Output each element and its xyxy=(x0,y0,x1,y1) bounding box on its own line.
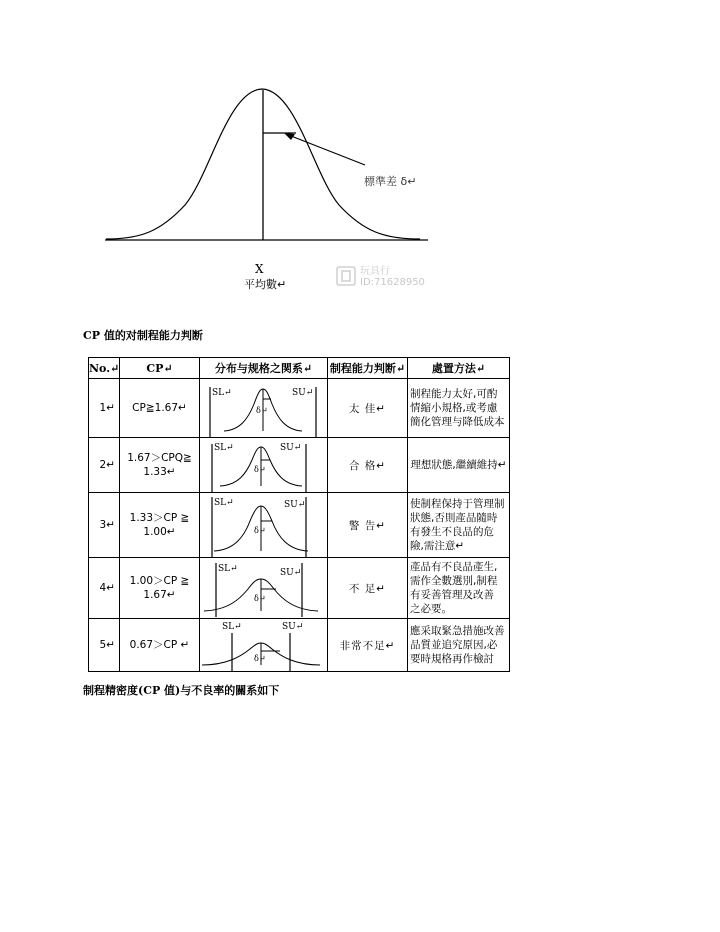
cp-line: 1.00＞CP ≧ xyxy=(129,575,190,587)
action-line: 情縮小規格,或考慮 xyxy=(410,402,498,414)
mean-label: 平均數↵ xyxy=(244,278,287,291)
row-judgement: 合 格↵ xyxy=(328,438,408,493)
watermark-line1: 玩具行 xyxy=(360,266,390,277)
row-judgement: 不 足↵ xyxy=(328,558,408,619)
header-cp: CP↵ xyxy=(120,358,200,379)
sigma-symbol: δ↵ xyxy=(254,465,266,474)
action-line: 應采取緊急措施改善 xyxy=(410,625,505,637)
normal-distribution-figure xyxy=(0,0,720,300)
cp-line: 1.00↵ xyxy=(143,526,176,538)
watermark-line2: ID:71628950 xyxy=(360,277,425,288)
header-distribution: 分布与规格之関系↵ xyxy=(200,358,328,379)
distribution-curve xyxy=(200,619,328,671)
table-row xyxy=(89,558,510,619)
row-cp xyxy=(120,619,200,672)
distribution-curve xyxy=(200,559,328,617)
cp-line: 0.67＞CP ↵ xyxy=(129,639,190,651)
su-label: SU↵ xyxy=(280,443,302,453)
action-line: 之必要。 xyxy=(410,603,452,615)
row-no: 3↵ xyxy=(89,493,120,558)
cp-line: 1.33＞CP ≧ xyxy=(129,512,190,524)
section-title-cp-judgement: CP 值的对制程能力判断 xyxy=(83,329,203,342)
table-header-row xyxy=(89,358,510,379)
row-action xyxy=(408,438,510,493)
cp-line: 1.67↵ xyxy=(143,589,176,601)
distribution-curve xyxy=(200,379,328,437)
row-action xyxy=(408,493,510,558)
table-row xyxy=(89,493,510,558)
table-row xyxy=(89,438,510,493)
sigma-symbol: δ↵ xyxy=(256,406,268,415)
action-line: 要時規格再作檢討 xyxy=(410,653,494,665)
row-no: 1↵ xyxy=(89,379,120,438)
row-curve xyxy=(200,438,328,493)
action-line: 有發生不良品的危 xyxy=(410,526,494,538)
table-row xyxy=(89,379,510,438)
sigma-symbol: δ↵ xyxy=(254,526,266,535)
header-judgement: 制程能力判断↵ xyxy=(328,358,408,379)
cp-line: 1.33↵ xyxy=(143,466,176,478)
action-line: 理想狀態,繼續維持↵ xyxy=(410,459,507,471)
cp-judgement-table xyxy=(88,357,510,672)
row-judgement: 警 告↵ xyxy=(328,493,408,558)
action-line: 有妥善管理及改善 xyxy=(410,589,494,601)
row-cp xyxy=(120,438,200,493)
row-action xyxy=(408,379,510,438)
action-line: 制程能力太好,可酌 xyxy=(410,388,498,400)
table-row xyxy=(89,619,510,672)
sl-label: SL↵ xyxy=(214,443,234,453)
row-curve xyxy=(200,619,328,672)
row-cp xyxy=(120,558,200,619)
action-line: 險,需注意↵ xyxy=(410,540,465,552)
su-label: SU↵ xyxy=(282,622,304,632)
row-action xyxy=(408,558,510,619)
action-line: 使制程保持于管理制 xyxy=(410,498,505,510)
row-no: 5↵ xyxy=(89,619,120,672)
distribution-curve xyxy=(200,493,328,557)
sigma-symbol: δ↵ xyxy=(254,594,266,603)
mean-symbol: X xyxy=(255,262,264,276)
row-action xyxy=(408,619,510,672)
action-line: 需作全數選別,制程 xyxy=(410,575,498,587)
action-line: 簡化管理与降低成本 xyxy=(410,416,505,428)
action-line: 品質並追究原因,必 xyxy=(410,639,498,651)
row-judgement: 非常不足↵ xyxy=(328,619,408,672)
section-title-cp-defect-rate: 制程精密度(CP 值)与不良率的關系如下 xyxy=(83,684,280,697)
row-no: 2↵ xyxy=(89,438,120,493)
cp-line: 1.67＞CPQ≧ xyxy=(127,452,192,464)
row-cp xyxy=(120,379,200,438)
row-curve xyxy=(200,379,328,438)
distribution-curve xyxy=(200,438,328,492)
header-action: 處置方法↵ xyxy=(408,358,510,379)
header-no: No.↵ xyxy=(89,358,120,379)
sl-label: SL↵ xyxy=(212,388,232,398)
row-curve xyxy=(200,493,328,558)
watermark-logo-icon xyxy=(336,266,356,286)
sigma-arrow xyxy=(286,134,365,165)
sigma-label: 標準差 δ↵ xyxy=(364,175,417,188)
su-label: SU↵ xyxy=(280,568,302,578)
su-label: SU↵ xyxy=(292,388,314,398)
cp-line: CP≧1.67↵ xyxy=(132,402,187,414)
sl-label: SL↵ xyxy=(214,498,234,508)
row-judgement: 太 佳↵ xyxy=(328,379,408,438)
sl-label: SL↵ xyxy=(222,622,242,632)
su-label: SU↵ xyxy=(284,500,306,510)
action-line: 狀態,否則產品隨時 xyxy=(410,512,498,524)
row-cp xyxy=(120,493,200,558)
sigma-symbol: δ↵ xyxy=(254,654,266,663)
sl-label: SL↵ xyxy=(218,564,238,574)
action-line: 產品有不良品產生, xyxy=(410,561,498,573)
row-curve xyxy=(200,558,328,619)
row-no: 4↵ xyxy=(89,558,120,619)
